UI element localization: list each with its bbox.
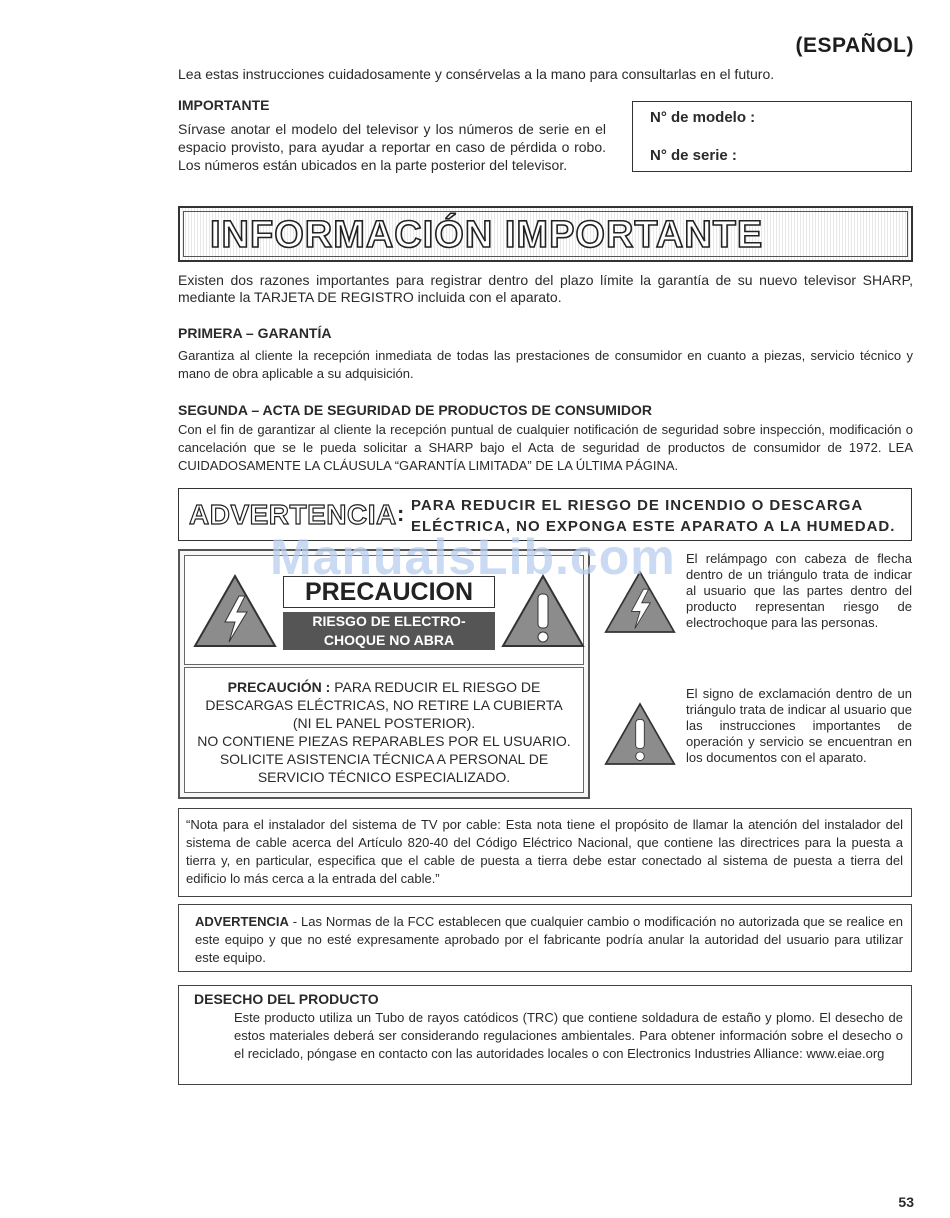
lightning-warning-icon (193, 574, 277, 648)
caution-line-4: NO CONTIENE PIEZAS REPARABLES POR EL USUARIO. (197, 733, 571, 749)
fcc-warning-body: - Las Normas de la FCC establecen que cualquier cambio o modificación no autorizada que se realice en este equipo y que no esté expresamente aprobado por el fabricante podría anular la autoridad del usuario para utilizar este equipo. (195, 914, 903, 965)
exclamation-symbol-text: El signo de exclamación dentro de un triángulo trata de indicar al usuario que las instrucciones importantes de operación y servicio se encuentran en los documentos con el aparato. (686, 686, 912, 765)
safety-act-heading: SEGUNDA – ACTA DE SEGURIDAD DE PRODUCTOS DE CONSUMIDOR (178, 402, 652, 418)
warning-word: ADVERTENCIA (189, 499, 397, 530)
exclamation-triangle-icon (604, 702, 676, 766)
caution-label-box (178, 549, 590, 799)
page-number: 53 (898, 1194, 914, 1210)
warning-colon: : (397, 501, 405, 526)
safety-act-body: Con el fin de garantizar al cliente la recepción puntual de cualquier notificación de seguridad sobre inspección, modificación o cancelación que se le pueda solicitar a SHARP bajo el Acta de seguridad de productos de consumidor de 1972. LEA CUIDADOSAMENTE LA CLÁUSULA “GARANTÍA LIMITADA” DE LA ÚLTIMA PÁGINA. (178, 422, 913, 473)
caution-line-5: SOLICITE ASISTENCIA TÉCNICA A PERSONAL DE (219, 751, 549, 767)
fcc-warning-head: ADVERTENCIA (195, 914, 289, 929)
lightning-symbol-text: El relámpago con cabeza de flecha dentro de un triángulo trata de indicar al usuario que las partes dentro del producto representan riesgo de electrochoque para las personas. (686, 551, 912, 630)
precaution-label: PRECAUCION (283, 576, 495, 608)
disposal-text: Este producto utiliza un Tubo de rayos catódicos (TRC) que contiene soldadura de estaño y plomo. El desecho de estos materiales deberá ser considerando regulaciones ambientales. Para obtener información sobre el desecho o el reciclado, póngase en contacto con las autoridades locales o con Electronics Industries Alliance: www.eiae.org (234, 1010, 903, 1061)
caution-line-1: PARA REDUCIR EL RIESGO DE (334, 679, 541, 695)
shock-risk-line-1: RIESGO DE ELECTRO- (312, 613, 466, 629)
warranty-heading: PRIMERA – GARANTÍA (178, 325, 332, 341)
shock-risk-label (283, 612, 495, 650)
caution-line-2: DESCARGAS ELÉCTRICAS, NO RETIRE LA CUBIERTA (205, 697, 563, 713)
caution-line-6: SERVICIO TÉCNICO ESPECIALIZADO. (257, 769, 511, 785)
title-banner (178, 206, 913, 262)
disposal-title: DESECHO DEL PRODUCTO (194, 991, 379, 1007)
caution-text (184, 667, 584, 793)
intro-text: Lea estas instrucciones cuidadosamente y consérvelas a la mano para consultarlas en el futuro. (178, 66, 775, 82)
important-heading: IMPORTANTE (178, 97, 270, 113)
warranty-body: Garantiza al cliente la recepción inmediata de todas las prestaciones de consumidor en cuanto a piezas, servicio técnico y mano de obra aplicable a su adquisición. (178, 348, 913, 381)
language-label: (ESPAÑOL) (795, 34, 914, 57)
warning-line-2: ELÉCTRICA, NO EXPONGA ESTE APARATO A LA HUMEDAD. (411, 518, 896, 535)
watermark: ManualsLib.com (270, 529, 676, 585)
shock-risk-line-2: CHOQUE NO ABRA (323, 632, 455, 648)
cable-note-text: “Nota para el instalador del sistema de TV por cable: Esta nota tiene el propósito de llamar la atención del instalador del sistema de cable acerca del Artículo 820-40 del Código Eléctrico Nacional, que contiene las directrices para la puesta a tierra y, en particular, especifica que el cable de puesta a tierra debe estar conectado al sistema de puesta a tierra del edificio lo más cerca a la entrada del cable.” (186, 817, 903, 886)
disposal-box (178, 985, 912, 1085)
page-title: INFORMACIÓN IMPORTANTE (210, 214, 764, 256)
record-box (632, 101, 912, 172)
serial-number-label: N° de serie : (650, 147, 737, 164)
caution-head: PRECAUCIÓN : (227, 679, 331, 695)
model-number-label: N° de modelo : (650, 109, 756, 126)
fcc-warning-text (195, 913, 903, 967)
registration-body: Existen dos razones importantes para registrar dentro del plazo límite la garantía de su nuevo televisor SHARP, mediante la TARJETA DE REGISTRO incluida con el aparato. (178, 272, 913, 305)
important-body: Sírvase anotar el modelo del televisor y los números de serie en el espacio provisto, para ayudar a reportar en caso de pérdida o robo. Los números están ubicados en la parte posterior del televisor. (178, 121, 606, 173)
caution-line-3: (NI EL PANEL POSTERIOR). (292, 715, 476, 731)
warning-line-1: PARA REDUCIR EL RIESGO DE INCENDIO O DESCARGA (411, 497, 864, 514)
cable-installer-note (178, 808, 912, 897)
fcc-warning-box (178, 904, 912, 972)
